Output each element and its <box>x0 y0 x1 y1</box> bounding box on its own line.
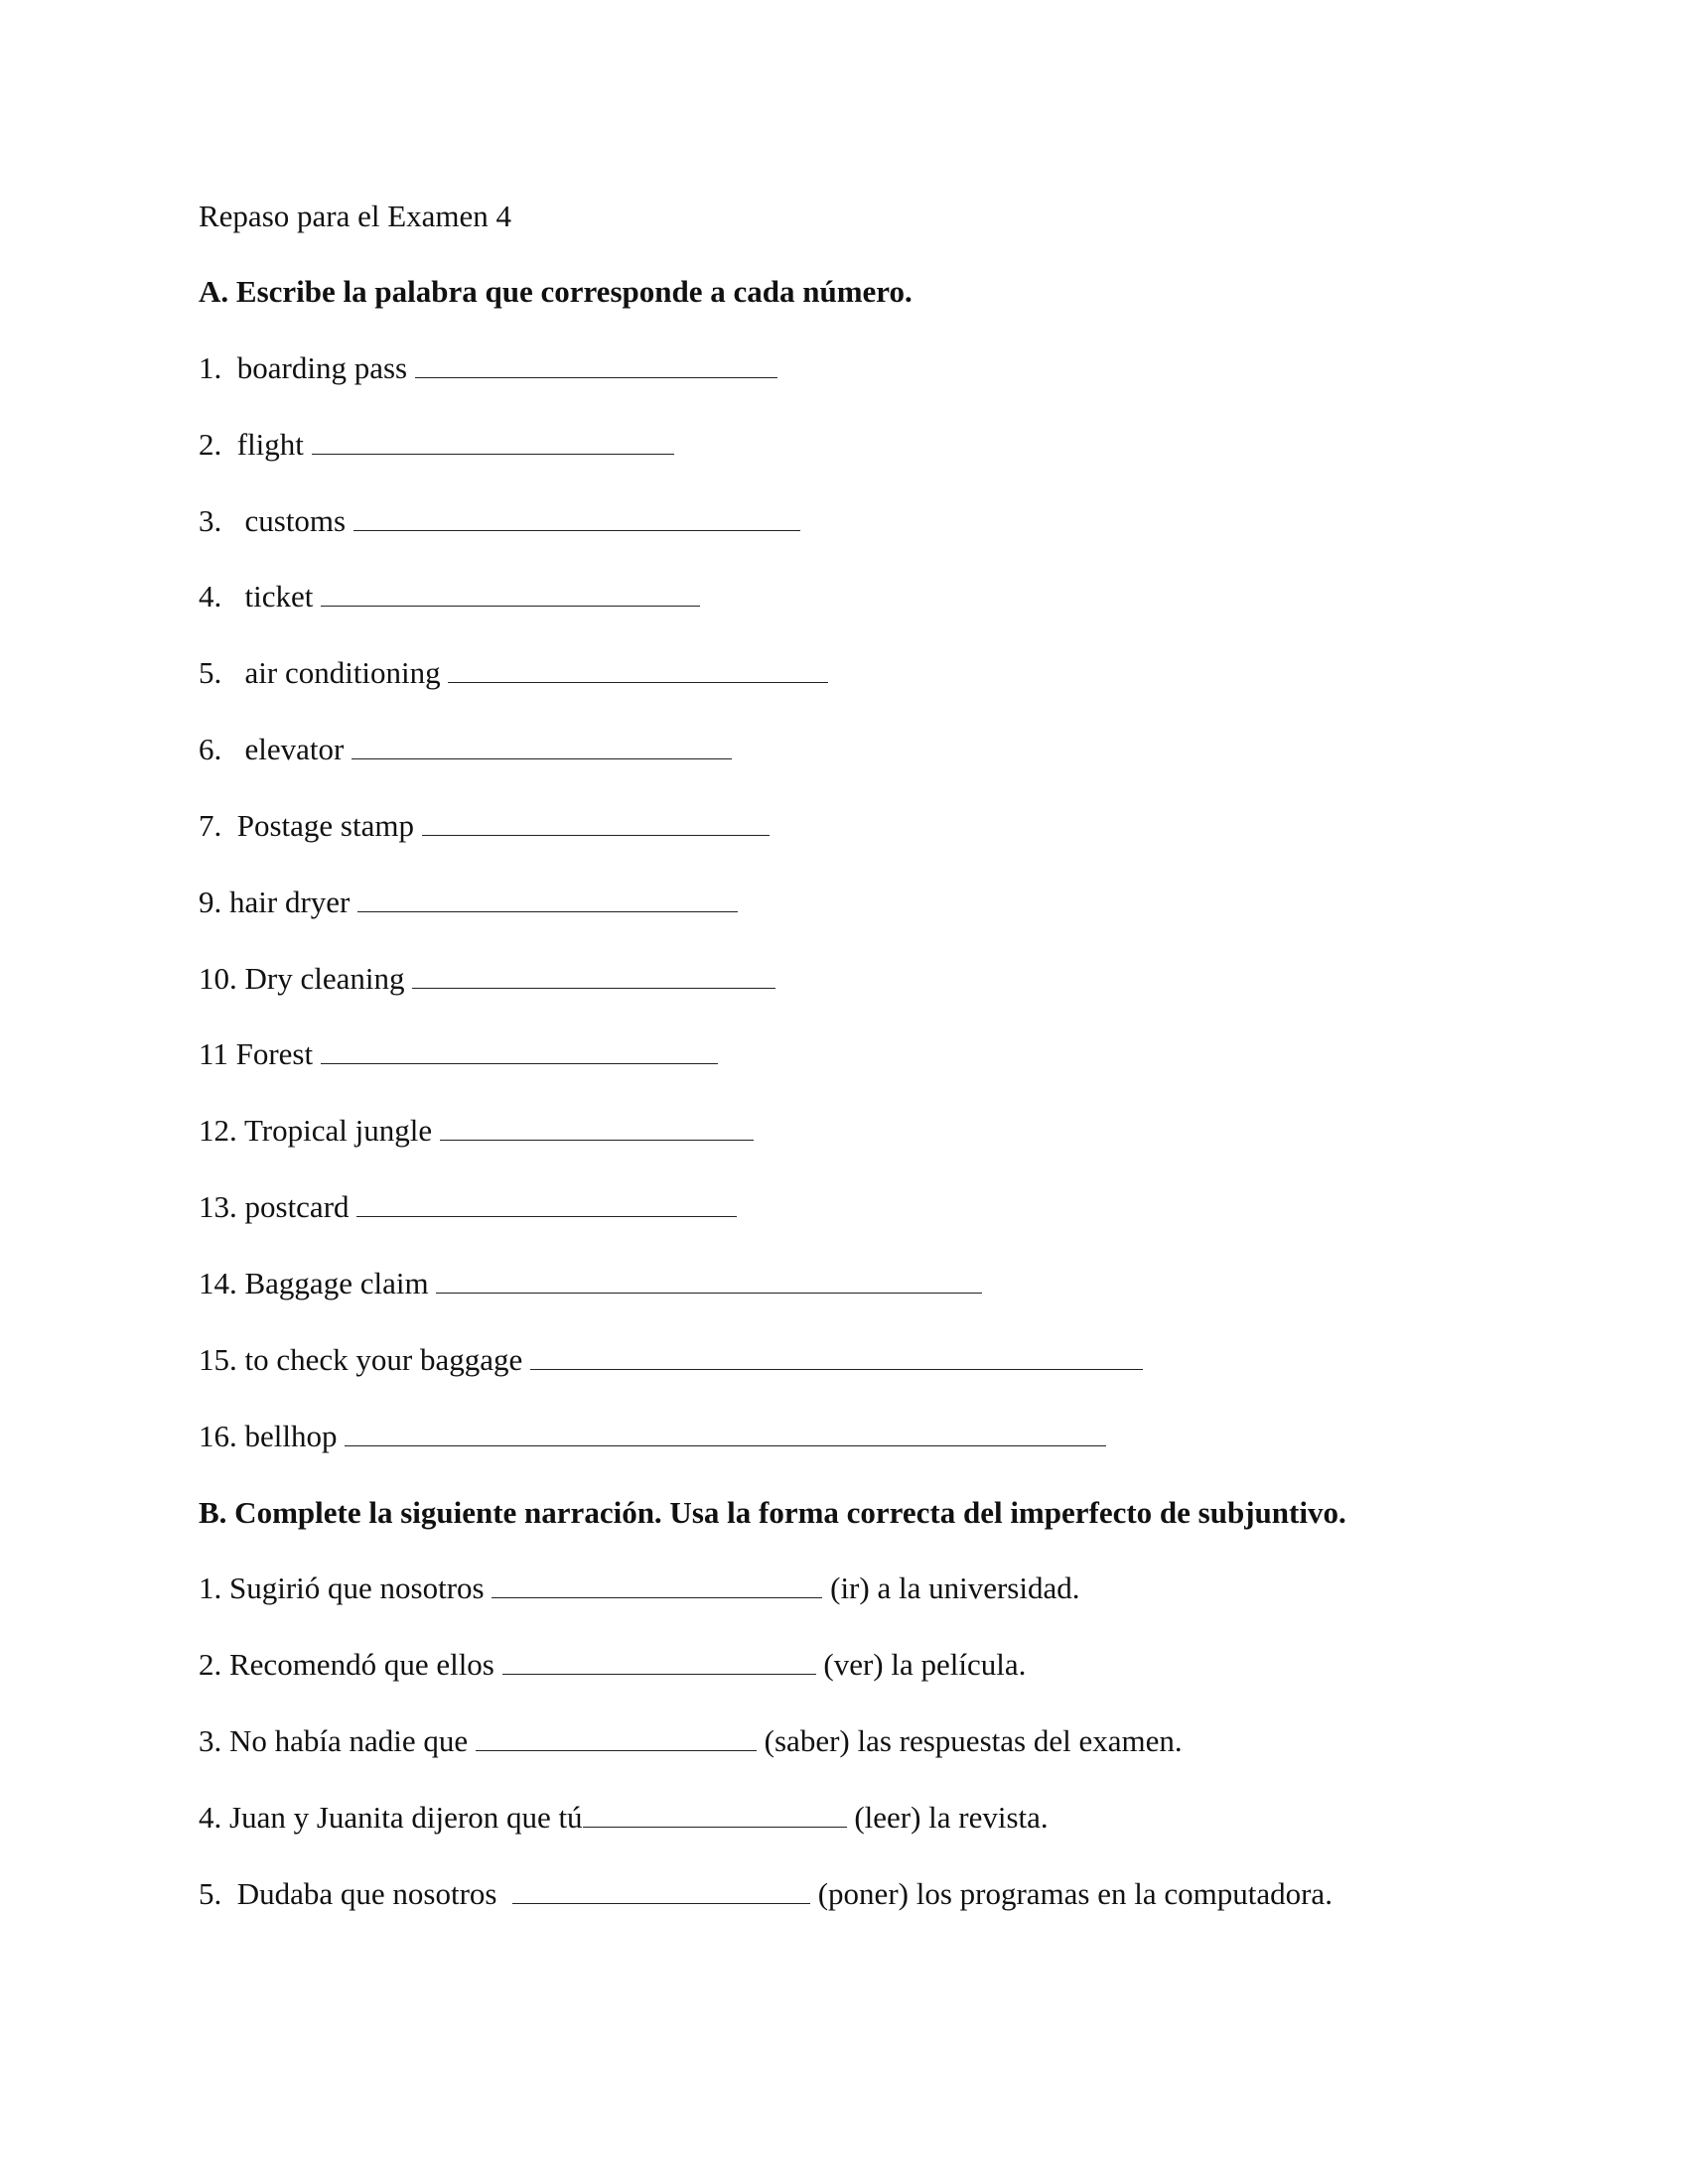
sentence-text-before: 4. Juan y Juanita dijeron que tú <box>199 1800 583 1835</box>
sentence-item <box>199 1798 1049 1838</box>
sentence-text-after: (saber) las respuestas del examen. <box>756 1723 1183 1758</box>
sentence-text-after: (leer) la revista. <box>846 1800 1049 1835</box>
sentence-text-before: 2. Recomendó que ellos <box>199 1647 502 1682</box>
sentence-text-after: (poner) los programas en la computadora. <box>809 1876 1333 1911</box>
vocab-item <box>199 653 828 693</box>
vocab-item <box>199 883 738 922</box>
vocab-item <box>199 348 777 388</box>
vocab-item <box>199 1111 754 1151</box>
answer-blank[interactable] <box>492 1570 822 1598</box>
vocab-item-label: 2. flight <box>199 427 312 462</box>
sentence-text-after: (ir) a la universidad. <box>822 1570 1080 1605</box>
vocab-item <box>199 1417 1106 1456</box>
section-b-heading: B. Complete la siguiente narración. Usa la forma correcta del imperfecto de subjuntivo. <box>199 1495 1346 1530</box>
vocab-item-label: 14. Baggage claim <box>199 1266 437 1300</box>
answer-blank[interactable] <box>502 1646 816 1675</box>
vocab-item-label: 9. hair dryer <box>199 885 358 919</box>
answer-blank[interactable] <box>512 1875 810 1904</box>
page-title: Repaso para el Examen 4 <box>199 199 512 233</box>
vocab-item-label: 1. boarding pass <box>199 350 415 385</box>
sentence-item <box>199 1645 1026 1685</box>
answer-blank[interactable] <box>321 1035 718 1064</box>
answer-blank[interactable] <box>352 731 732 759</box>
answer-blank[interactable] <box>530 1341 1143 1370</box>
sentence-text-after: (ver) la película. <box>815 1647 1027 1682</box>
vocab-item-label: 16. bellhop <box>199 1419 346 1453</box>
answer-blank[interactable] <box>583 1799 847 1828</box>
answer-blank[interactable] <box>312 426 674 455</box>
vocab-item <box>199 1340 1143 1380</box>
vocab-item <box>199 1187 737 1227</box>
sentence-text-before: 1. Sugirió que nosotros <box>199 1570 492 1605</box>
answer-blank[interactable] <box>415 349 777 378</box>
sentence-item <box>199 1569 1079 1608</box>
sentence-text-before: 3. No había nadie que <box>199 1723 476 1758</box>
vocab-item-label: 10. Dry cleaning <box>199 961 413 996</box>
vocab-item-label: 5. air conditioning <box>199 655 449 690</box>
vocab-item <box>199 959 775 999</box>
section-a-heading: A. Escribe la palabra que corresponde a cada número. <box>199 274 913 309</box>
vocab-item-label: 7. Postage stamp <box>199 808 422 843</box>
vocab-item <box>199 806 770 846</box>
sentence-item <box>199 1721 1183 1761</box>
vocab-item-label: 12. Tropical jungle <box>199 1113 440 1148</box>
answer-blank[interactable] <box>448 654 828 683</box>
answer-blank[interactable] <box>422 807 770 836</box>
answer-blank[interactable] <box>356 1188 737 1217</box>
vocab-item-label: 3. customs <box>199 503 353 538</box>
answer-blank[interactable] <box>412 960 775 989</box>
answer-blank[interactable] <box>345 1418 1106 1446</box>
vocab-item <box>199 425 674 465</box>
answer-blank[interactable] <box>440 1112 754 1141</box>
vocab-item-label: 15. to check your baggage <box>199 1342 530 1377</box>
answer-blank[interactable] <box>353 502 800 531</box>
sentence-text-before: 5. Dudaba que nosotros <box>199 1876 512 1911</box>
answer-blank[interactable] <box>357 884 738 912</box>
sentence-item <box>199 1874 1333 1914</box>
vocab-item <box>199 730 732 769</box>
vocab-item-label: 6. elevator <box>199 732 352 766</box>
answer-blank[interactable] <box>321 578 700 607</box>
vocab-item <box>199 501 800 541</box>
vocab-item-label: 11 Forest <box>199 1036 321 1071</box>
answer-blank[interactable] <box>436 1265 982 1294</box>
vocab-item <box>199 1034 718 1074</box>
vocab-item-label: 4. ticket <box>199 579 322 614</box>
vocab-item <box>199 1264 982 1303</box>
vocab-item <box>199 577 700 616</box>
vocab-item-label: 13. postcard <box>199 1189 357 1224</box>
answer-blank[interactable] <box>476 1722 757 1751</box>
